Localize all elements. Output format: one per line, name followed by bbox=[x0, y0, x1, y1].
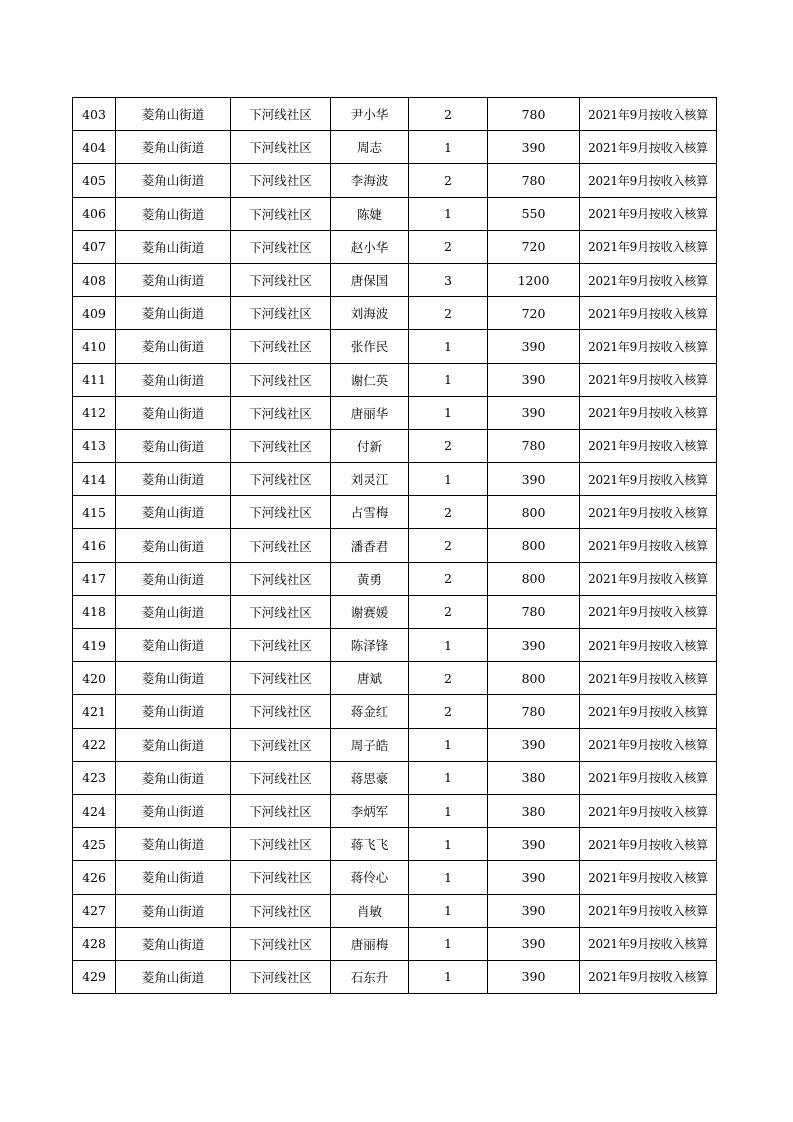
person-name-cell: 张作民 bbox=[331, 330, 409, 363]
amount-cell: 390 bbox=[488, 861, 580, 894]
street-name-cell: 菱角山街道 bbox=[116, 728, 231, 761]
records-table bbox=[72, 97, 717, 994]
street-name-cell: 菱角山街道 bbox=[116, 761, 231, 794]
table-row bbox=[73, 496, 717, 529]
amount-cell: 720 bbox=[488, 230, 580, 263]
street-name-cell: 菱角山街道 bbox=[116, 98, 231, 131]
street-name-cell: 菱角山街道 bbox=[116, 197, 231, 230]
row-number-cell: 412 bbox=[73, 396, 116, 429]
community-name-cell: 下河线社区 bbox=[231, 98, 331, 131]
person-name-cell: 李海波 bbox=[331, 164, 409, 197]
table-row bbox=[73, 131, 717, 164]
row-number-cell: 409 bbox=[73, 297, 116, 330]
table-row bbox=[73, 529, 717, 562]
row-number-cell: 429 bbox=[73, 960, 116, 993]
street-name-cell: 菱角山街道 bbox=[116, 164, 231, 197]
note-cell: 2021年9月按收入核算 bbox=[580, 496, 717, 529]
person-name-cell: 唐丽华 bbox=[331, 396, 409, 429]
street-name-cell: 菱角山街道 bbox=[116, 330, 231, 363]
note-cell: 2021年9月按收入核算 bbox=[580, 197, 717, 230]
table-row bbox=[73, 629, 717, 662]
household-size-cell: 1 bbox=[409, 463, 488, 496]
person-name-cell: 唐丽梅 bbox=[331, 927, 409, 960]
person-name-cell: 占雪梅 bbox=[331, 496, 409, 529]
table-row bbox=[73, 396, 717, 429]
community-name-cell: 下河线社区 bbox=[231, 894, 331, 927]
note-cell: 2021年9月按收入核算 bbox=[580, 861, 717, 894]
household-size-cell: 2 bbox=[409, 429, 488, 462]
table-row bbox=[73, 662, 717, 695]
row-number-cell: 407 bbox=[73, 230, 116, 263]
note-cell: 2021年9月按收入核算 bbox=[580, 297, 717, 330]
table-row bbox=[73, 263, 717, 296]
note-cell: 2021年9月按收入核算 bbox=[580, 562, 717, 595]
amount-cell: 380 bbox=[488, 761, 580, 794]
note-cell: 2021年9月按收入核算 bbox=[580, 330, 717, 363]
community-name-cell: 下河线社区 bbox=[231, 794, 331, 827]
table-row bbox=[73, 794, 717, 827]
row-number-cell: 419 bbox=[73, 629, 116, 662]
row-number-cell: 404 bbox=[73, 131, 116, 164]
community-name-cell: 下河线社区 bbox=[231, 131, 331, 164]
person-name-cell: 唐斌 bbox=[331, 662, 409, 695]
table-row bbox=[73, 927, 717, 960]
street-name-cell: 菱角山街道 bbox=[116, 463, 231, 496]
person-name-cell: 李炳军 bbox=[331, 794, 409, 827]
note-cell: 2021年9月按收入核算 bbox=[580, 695, 717, 728]
note-cell: 2021年9月按收入核算 bbox=[580, 164, 717, 197]
household-size-cell: 2 bbox=[409, 529, 488, 562]
table-row bbox=[73, 297, 717, 330]
table-row bbox=[73, 828, 717, 861]
household-size-cell: 1 bbox=[409, 131, 488, 164]
street-name-cell: 菱角山街道 bbox=[116, 629, 231, 662]
amount-cell: 800 bbox=[488, 562, 580, 595]
table-row bbox=[73, 363, 717, 396]
amount-cell: 780 bbox=[488, 164, 580, 197]
household-size-cell: 1 bbox=[409, 629, 488, 662]
note-cell: 2021年9月按收入核算 bbox=[580, 960, 717, 993]
street-name-cell: 菱角山街道 bbox=[116, 429, 231, 462]
note-cell: 2021年9月按收入核算 bbox=[580, 794, 717, 827]
amount-cell: 390 bbox=[488, 728, 580, 761]
community-name-cell: 下河线社区 bbox=[231, 197, 331, 230]
row-number-cell: 406 bbox=[73, 197, 116, 230]
amount-cell: 780 bbox=[488, 595, 580, 628]
person-name-cell: 黄勇 bbox=[331, 562, 409, 595]
note-cell: 2021年9月按收入核算 bbox=[580, 595, 717, 628]
community-name-cell: 下河线社区 bbox=[231, 761, 331, 794]
community-name-cell: 下河线社区 bbox=[231, 330, 331, 363]
street-name-cell: 菱角山街道 bbox=[116, 496, 231, 529]
note-cell: 2021年9月按收入核算 bbox=[580, 828, 717, 861]
person-name-cell: 唐保国 bbox=[331, 263, 409, 296]
person-name-cell: 陈泽锋 bbox=[331, 629, 409, 662]
note-cell: 2021年9月按收入核算 bbox=[580, 629, 717, 662]
note-cell: 2021年9月按收入核算 bbox=[580, 363, 717, 396]
community-name-cell: 下河线社区 bbox=[231, 562, 331, 595]
person-name-cell: 付新 bbox=[331, 429, 409, 462]
street-name-cell: 菱角山街道 bbox=[116, 363, 231, 396]
table-row bbox=[73, 861, 717, 894]
table-row bbox=[73, 728, 717, 761]
person-name-cell: 潘香君 bbox=[331, 529, 409, 562]
household-size-cell: 1 bbox=[409, 197, 488, 230]
row-number-cell: 421 bbox=[73, 695, 116, 728]
household-size-cell: 1 bbox=[409, 927, 488, 960]
row-number-cell: 416 bbox=[73, 529, 116, 562]
street-name-cell: 菱角山街道 bbox=[116, 894, 231, 927]
amount-cell: 1200 bbox=[488, 263, 580, 296]
note-cell: 2021年9月按收入核算 bbox=[580, 927, 717, 960]
amount-cell: 720 bbox=[488, 297, 580, 330]
household-size-cell: 1 bbox=[409, 728, 488, 761]
household-size-cell: 3 bbox=[409, 263, 488, 296]
row-number-cell: 425 bbox=[73, 828, 116, 861]
street-name-cell: 菱角山街道 bbox=[116, 828, 231, 861]
household-size-cell: 2 bbox=[409, 562, 488, 595]
household-size-cell: 2 bbox=[409, 662, 488, 695]
amount-cell: 390 bbox=[488, 960, 580, 993]
community-name-cell: 下河线社区 bbox=[231, 595, 331, 628]
community-name-cell: 下河线社区 bbox=[231, 297, 331, 330]
person-name-cell: 蒋思豪 bbox=[331, 761, 409, 794]
household-size-cell: 1 bbox=[409, 894, 488, 927]
street-name-cell: 菱角山街道 bbox=[116, 562, 231, 595]
note-cell: 2021年9月按收入核算 bbox=[580, 230, 717, 263]
table-row bbox=[73, 894, 717, 927]
street-name-cell: 菱角山街道 bbox=[116, 263, 231, 296]
amount-cell: 390 bbox=[488, 629, 580, 662]
amount-cell: 550 bbox=[488, 197, 580, 230]
street-name-cell: 菱角山街道 bbox=[116, 960, 231, 993]
household-size-cell: 1 bbox=[409, 794, 488, 827]
row-number-cell: 411 bbox=[73, 363, 116, 396]
table-row bbox=[73, 463, 717, 496]
row-number-cell: 415 bbox=[73, 496, 116, 529]
household-size-cell: 2 bbox=[409, 695, 488, 728]
note-cell: 2021年9月按收入核算 bbox=[580, 761, 717, 794]
table-row bbox=[73, 761, 717, 794]
household-size-cell: 1 bbox=[409, 761, 488, 794]
community-name-cell: 下河线社区 bbox=[231, 629, 331, 662]
community-name-cell: 下河线社区 bbox=[231, 429, 331, 462]
person-name-cell: 肖敏 bbox=[331, 894, 409, 927]
table-row bbox=[73, 695, 717, 728]
household-size-cell: 1 bbox=[409, 363, 488, 396]
street-name-cell: 菱角山街道 bbox=[116, 131, 231, 164]
amount-cell: 390 bbox=[488, 330, 580, 363]
community-name-cell: 下河线社区 bbox=[231, 363, 331, 396]
person-name-cell: 刘海波 bbox=[331, 297, 409, 330]
note-cell: 2021年9月按收入核算 bbox=[580, 263, 717, 296]
street-name-cell: 菱角山街道 bbox=[116, 396, 231, 429]
person-name-cell: 蒋伶心 bbox=[331, 861, 409, 894]
note-cell: 2021年9月按收入核算 bbox=[580, 728, 717, 761]
row-number-cell: 408 bbox=[73, 263, 116, 296]
person-name-cell: 谢赛媛 bbox=[331, 595, 409, 628]
row-number-cell: 428 bbox=[73, 927, 116, 960]
community-name-cell: 下河线社区 bbox=[231, 861, 331, 894]
note-cell: 2021年9月按收入核算 bbox=[580, 98, 717, 131]
row-number-cell: 427 bbox=[73, 894, 116, 927]
street-name-cell: 菱角山街道 bbox=[116, 662, 231, 695]
household-size-cell: 2 bbox=[409, 164, 488, 197]
community-name-cell: 下河线社区 bbox=[231, 396, 331, 429]
household-size-cell: 2 bbox=[409, 297, 488, 330]
household-size-cell: 1 bbox=[409, 396, 488, 429]
amount-cell: 390 bbox=[488, 363, 580, 396]
household-size-cell: 1 bbox=[409, 960, 488, 993]
person-name-cell: 刘灵江 bbox=[331, 463, 409, 496]
table-row bbox=[73, 197, 717, 230]
person-name-cell: 蒋金红 bbox=[331, 695, 409, 728]
amount-cell: 780 bbox=[488, 98, 580, 131]
row-number-cell: 417 bbox=[73, 562, 116, 595]
table-row bbox=[73, 330, 717, 363]
row-number-cell: 418 bbox=[73, 595, 116, 628]
person-name-cell: 赵小华 bbox=[331, 230, 409, 263]
amount-cell: 390 bbox=[488, 927, 580, 960]
table-row bbox=[73, 562, 717, 595]
row-number-cell: 405 bbox=[73, 164, 116, 197]
row-number-cell: 413 bbox=[73, 429, 116, 462]
note-cell: 2021年9月按收入核算 bbox=[580, 662, 717, 695]
street-name-cell: 菱角山街道 bbox=[116, 297, 231, 330]
note-cell: 2021年9月按收入核算 bbox=[580, 131, 717, 164]
table-row bbox=[73, 429, 717, 462]
amount-cell: 780 bbox=[488, 429, 580, 462]
household-size-cell: 2 bbox=[409, 98, 488, 131]
row-number-cell: 422 bbox=[73, 728, 116, 761]
household-size-cell: 2 bbox=[409, 496, 488, 529]
note-cell: 2021年9月按收入核算 bbox=[580, 429, 717, 462]
community-name-cell: 下河线社区 bbox=[231, 529, 331, 562]
community-name-cell: 下河线社区 bbox=[231, 263, 331, 296]
row-number-cell: 420 bbox=[73, 662, 116, 695]
community-name-cell: 下河线社区 bbox=[231, 164, 331, 197]
community-name-cell: 下河线社区 bbox=[231, 728, 331, 761]
amount-cell: 390 bbox=[488, 894, 580, 927]
amount-cell: 390 bbox=[488, 463, 580, 496]
table-row bbox=[73, 960, 717, 993]
person-name-cell: 周志 bbox=[331, 131, 409, 164]
person-name-cell: 石东升 bbox=[331, 960, 409, 993]
amount-cell: 390 bbox=[488, 131, 580, 164]
street-name-cell: 菱角山街道 bbox=[116, 529, 231, 562]
amount-cell: 780 bbox=[488, 695, 580, 728]
row-number-cell: 410 bbox=[73, 330, 116, 363]
household-size-cell: 2 bbox=[409, 230, 488, 263]
street-name-cell: 菱角山街道 bbox=[116, 927, 231, 960]
note-cell: 2021年9月按收入核算 bbox=[580, 529, 717, 562]
amount-cell: 800 bbox=[488, 662, 580, 695]
household-size-cell: 1 bbox=[409, 330, 488, 363]
household-size-cell: 1 bbox=[409, 861, 488, 894]
community-name-cell: 下河线社区 bbox=[231, 960, 331, 993]
person-name-cell: 尹小华 bbox=[331, 98, 409, 131]
amount-cell: 390 bbox=[488, 396, 580, 429]
row-number-cell: 414 bbox=[73, 463, 116, 496]
table-row bbox=[73, 98, 717, 131]
street-name-cell: 菱角山街道 bbox=[116, 861, 231, 894]
amount-cell: 390 bbox=[488, 828, 580, 861]
community-name-cell: 下河线社区 bbox=[231, 496, 331, 529]
person-name-cell: 蒋飞飞 bbox=[331, 828, 409, 861]
street-name-cell: 菱角山街道 bbox=[116, 794, 231, 827]
table-row bbox=[73, 595, 717, 628]
records-table-body bbox=[73, 98, 717, 994]
note-cell: 2021年9月按收入核算 bbox=[580, 894, 717, 927]
note-cell: 2021年9月按收入核算 bbox=[580, 396, 717, 429]
person-name-cell: 谢仁英 bbox=[331, 363, 409, 396]
row-number-cell: 424 bbox=[73, 794, 116, 827]
table-row bbox=[73, 164, 717, 197]
community-name-cell: 下河线社区 bbox=[231, 463, 331, 496]
household-size-cell: 2 bbox=[409, 595, 488, 628]
person-name-cell: 陈婕 bbox=[331, 197, 409, 230]
community-name-cell: 下河线社区 bbox=[231, 927, 331, 960]
street-name-cell: 菱角山街道 bbox=[116, 695, 231, 728]
amount-cell: 800 bbox=[488, 496, 580, 529]
row-number-cell: 403 bbox=[73, 98, 116, 131]
community-name-cell: 下河线社区 bbox=[231, 662, 331, 695]
community-name-cell: 下河线社区 bbox=[231, 230, 331, 263]
street-name-cell: 菱角山街道 bbox=[116, 595, 231, 628]
amount-cell: 800 bbox=[488, 529, 580, 562]
note-cell: 2021年9月按收入核算 bbox=[580, 463, 717, 496]
household-size-cell: 1 bbox=[409, 828, 488, 861]
community-name-cell: 下河线社区 bbox=[231, 828, 331, 861]
amount-cell: 380 bbox=[488, 794, 580, 827]
table-row bbox=[73, 230, 717, 263]
person-name-cell: 周子皓 bbox=[331, 728, 409, 761]
row-number-cell: 423 bbox=[73, 761, 116, 794]
community-name-cell: 下河线社区 bbox=[231, 695, 331, 728]
row-number-cell: 426 bbox=[73, 861, 116, 894]
street-name-cell: 菱角山街道 bbox=[116, 230, 231, 263]
